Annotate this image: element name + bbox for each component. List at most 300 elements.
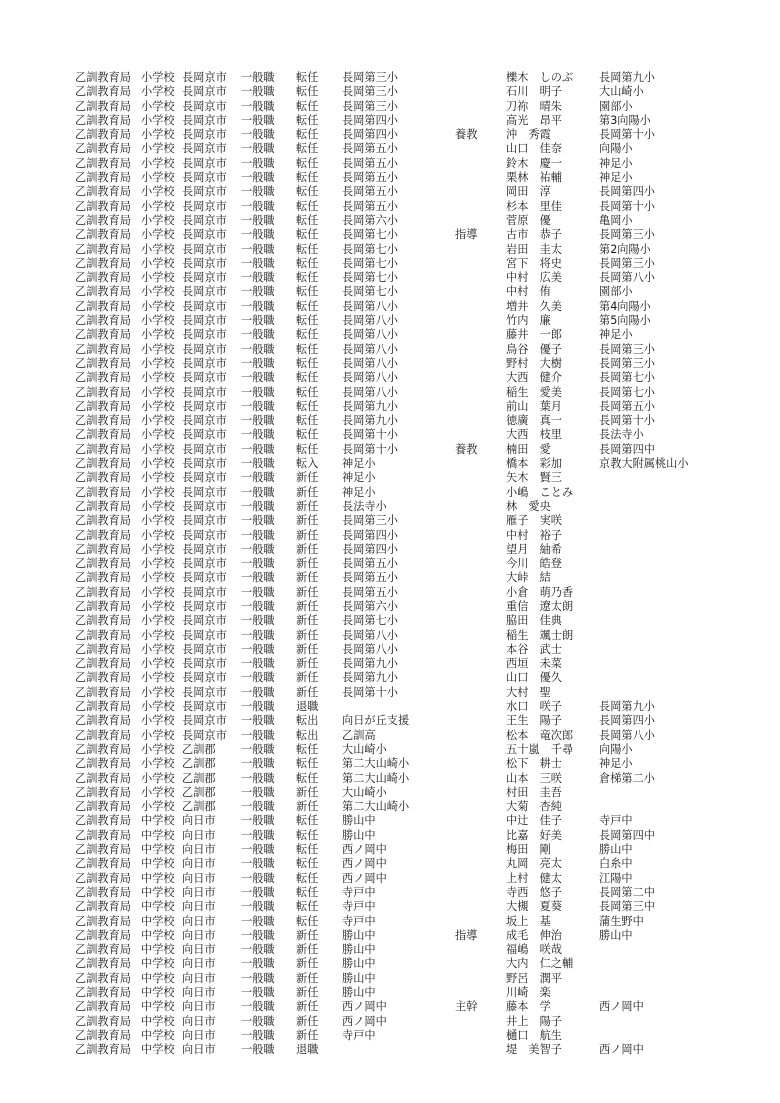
board-cell: 乙訓教育局 [75, 356, 131, 370]
previous-school-cell: 長法寺小 [599, 428, 644, 442]
person-name-cell: 古市 恭子 [506, 228, 562, 242]
transfer-type-cell: 新任 [296, 1014, 319, 1028]
school-level-cell: 小学校 [141, 671, 175, 685]
destination-cell: 長岡第八小 [342, 342, 398, 356]
person-name-cell: 大菊 杏純 [506, 800, 562, 814]
destination-cell: 長岡第八小 [342, 356, 398, 370]
job-type-cell: 一般職 [241, 1043, 275, 1057]
person-name-cell: 松下 耕士 [506, 757, 562, 771]
previous-school-cell: 園部小 [599, 99, 633, 113]
destination-cell: 長岡第五小 [342, 557, 398, 571]
school-level-cell: 小学校 [141, 471, 175, 485]
destination-cell: 第二大山崎小 [342, 757, 410, 771]
school-level-cell: 小学校 [141, 571, 175, 585]
previous-school-cell: 京教大附属桃山小 [599, 457, 689, 471]
destination-cell: 乙訓高 [342, 728, 376, 742]
person-name-cell: 中村 裕子 [506, 528, 562, 542]
destination-cell: 勝山中 [342, 957, 376, 971]
transfer-type-cell: 転任 [296, 128, 319, 142]
destination-cell: 長岡第三小 [342, 71, 398, 84]
person-name-cell: 増井 久美 [506, 299, 562, 313]
previous-school-cell: 西ノ岡中 [599, 1043, 644, 1057]
transfer-type-cell: 転任 [296, 757, 319, 771]
previous-school-cell: 江陽中 [599, 871, 633, 885]
city-cell: 向日市 [182, 1043, 216, 1057]
destination-cell: 長岡第九小 [342, 671, 398, 685]
transfer-type-cell: 転出 [296, 728, 319, 742]
city-cell: 長岡京市 [182, 342, 227, 356]
person-name-cell: 杉本 里佳 [506, 199, 562, 213]
previous-school-cell: 園部小 [599, 285, 633, 299]
city-cell: 長岡京市 [182, 685, 227, 699]
transfer-type-cell: 新任 [296, 485, 319, 499]
job-type-cell: 一般職 [241, 185, 275, 199]
city-cell: 長岡京市 [182, 128, 227, 142]
city-cell: 長岡京市 [182, 628, 227, 642]
school-level-cell: 小学校 [141, 528, 175, 542]
previous-school-cell: 倉梯第二小 [599, 771, 655, 785]
job-type-cell: 一般職 [241, 514, 275, 528]
job-type-cell: 一般職 [241, 71, 275, 84]
school-level-cell: 小学校 [141, 271, 175, 285]
city-cell: 長岡京市 [182, 213, 227, 227]
school-level-cell: 小学校 [141, 99, 175, 113]
destination-cell: 西ノ岡中 [342, 871, 387, 885]
person-name-cell: 大西 健介 [506, 371, 562, 385]
destination-cell: 第二大山崎小 [342, 800, 410, 814]
school-level-cell: 小学校 [141, 728, 175, 742]
job-type-cell: 一般職 [241, 642, 275, 656]
school-level-cell: 小学校 [141, 113, 175, 127]
person-name-cell: 成毛 伸治 [506, 928, 562, 942]
school-level-cell: 小学校 [141, 213, 175, 227]
destination-cell: 長岡第三小 [342, 99, 398, 113]
previous-school-cell: 長岡第二中 [599, 885, 655, 899]
board-cell: 乙訓教育局 [75, 314, 131, 328]
person-name-cell: 小倉 萌乃香 [506, 585, 574, 599]
school-level-cell: 小学校 [141, 714, 175, 728]
city-cell: 向日市 [182, 1000, 216, 1014]
transfer-type-cell: 転任 [296, 314, 319, 328]
school-level-cell: 中学校 [141, 1028, 175, 1042]
job-type-cell: 一般職 [241, 843, 275, 857]
board-cell: 乙訓教育局 [75, 1028, 131, 1042]
board-cell: 乙訓教育局 [75, 85, 131, 99]
destination-cell: 長岡第八小 [342, 328, 398, 342]
destination-cell: 西ノ岡中 [342, 857, 387, 871]
board-cell: 乙訓教育局 [75, 156, 131, 170]
city-cell: 向日市 [182, 885, 216, 899]
job-type-cell: 一般職 [241, 971, 275, 985]
board-cell: 乙訓教育局 [75, 742, 131, 756]
board-cell: 乙訓教育局 [75, 542, 131, 556]
school-level-cell: 中学校 [141, 814, 175, 828]
school-level-cell: 小学校 [141, 299, 175, 313]
person-name-cell: 山本 三咲 [506, 771, 562, 785]
school-level-cell: 小学校 [141, 71, 175, 84]
transfer-type-cell: 新任 [296, 1028, 319, 1042]
person-name-cell: 上村 健太 [506, 871, 562, 885]
job-type-cell: 一般職 [241, 399, 275, 413]
board-cell: 乙訓教育局 [75, 599, 131, 613]
destination-cell: 長岡第十小 [342, 685, 398, 699]
transfer-type-cell: 退職 [296, 700, 319, 714]
person-name-cell: 岡田 淳 [506, 185, 551, 199]
person-name-cell: 竹内 廉 [506, 314, 551, 328]
role-cell: 主幹 [455, 1000, 478, 1014]
transfer-type-cell: 転任 [296, 914, 319, 928]
role-cell: 養教 [455, 128, 478, 142]
previous-school-cell: 大山崎小 [599, 85, 644, 99]
city-cell: 向日市 [182, 928, 216, 942]
job-type-cell: 一般職 [241, 700, 275, 714]
board-cell: 乙訓教育局 [75, 399, 131, 413]
city-cell: 長岡京市 [182, 71, 227, 84]
school-level-cell: 中学校 [141, 1000, 175, 1014]
city-cell: 長岡京市 [182, 671, 227, 685]
transfer-type-cell: 転出 [296, 714, 319, 728]
previous-school-cell: 蒲生野中 [599, 914, 644, 928]
board-cell: 乙訓教育局 [75, 385, 131, 399]
transfer-type-cell: 転任 [296, 814, 319, 828]
job-type-cell: 一般職 [241, 113, 275, 127]
person-name-cell: 小嶋 ことみ [506, 485, 574, 499]
city-cell: 乙訓郡 [182, 771, 216, 785]
person-name-cell: 刀祢 晴朱 [506, 99, 562, 113]
destination-cell: 長岡第五小 [342, 171, 398, 185]
person-name-cell: 大村 聖 [506, 685, 551, 699]
board-cell: 乙訓教育局 [75, 414, 131, 428]
job-type-cell: 一般職 [241, 371, 275, 385]
previous-school-cell: 西ノ岡中 [599, 1000, 644, 1014]
school-level-cell: 小学校 [141, 171, 175, 185]
board-cell: 乙訓教育局 [75, 457, 131, 471]
person-name-cell: 中村 侑 [506, 285, 551, 299]
previous-school-cell: 長岡第十小 [599, 414, 655, 428]
previous-school-cell: 寺戸中 [599, 814, 633, 828]
school-level-cell: 小学校 [141, 428, 175, 442]
transfer-type-cell: 転任 [296, 228, 319, 242]
transfer-type-cell: 新任 [296, 642, 319, 656]
previous-school-cell: 長岡第十小 [599, 199, 655, 213]
transfer-type-cell: 転任 [296, 156, 319, 170]
board-cell: 乙訓教育局 [75, 914, 131, 928]
destination-cell: 長岡第四小 [342, 528, 398, 542]
school-level-cell: 中学校 [141, 900, 175, 914]
board-cell: 乙訓教育局 [75, 528, 131, 542]
board-cell: 乙訓教育局 [75, 871, 131, 885]
previous-school-cell: 神足小 [599, 757, 633, 771]
previous-school-cell: 長岡第八小 [599, 728, 655, 742]
school-level-cell: 中学校 [141, 971, 175, 985]
board-cell: 乙訓教育局 [75, 900, 131, 914]
board-cell: 乙訓教育局 [75, 1000, 131, 1014]
destination-cell: 長岡第七小 [342, 256, 398, 270]
city-cell: 長岡京市 [182, 356, 227, 370]
school-level-cell: 小学校 [141, 285, 175, 299]
city-cell: 向日市 [182, 943, 216, 957]
transfer-type-cell: 新任 [296, 971, 319, 985]
city-cell: 長岡京市 [182, 485, 227, 499]
school-level-cell: 小学校 [141, 657, 175, 671]
job-type-cell: 一般職 [241, 714, 275, 728]
city-cell: 長岡京市 [182, 428, 227, 442]
job-type-cell: 一般職 [241, 1014, 275, 1028]
school-level-cell: 小学校 [141, 328, 175, 342]
person-name-cell: 比嘉 好美 [506, 828, 562, 842]
school-level-cell: 小学校 [141, 685, 175, 699]
destination-cell: 勝山中 [342, 986, 376, 999]
person-name-cell: 藤本 学 [506, 1000, 551, 1014]
previous-school-cell: 第2向陽小 [599, 242, 651, 256]
school-level-cell: 中学校 [141, 885, 175, 899]
previous-school-cell: 長岡第七小 [599, 385, 655, 399]
transfer-type-cell: 新任 [296, 628, 319, 642]
board-cell: 乙訓教育局 [75, 771, 131, 785]
board-cell: 乙訓教育局 [75, 785, 131, 799]
board-cell: 乙訓教育局 [75, 242, 131, 256]
board-cell: 乙訓教育局 [75, 514, 131, 528]
board-cell: 乙訓教育局 [75, 99, 131, 113]
school-level-cell: 小学校 [141, 85, 175, 99]
board-cell: 乙訓教育局 [75, 728, 131, 742]
school-level-cell: 中学校 [141, 843, 175, 857]
city-cell: 長岡京市 [182, 328, 227, 342]
school-level-cell: 小学校 [141, 256, 175, 270]
city-cell: 長岡京市 [182, 514, 227, 528]
previous-school-cell: 第3向陽小 [599, 113, 651, 127]
board-cell: 乙訓教育局 [75, 557, 131, 571]
transfer-type-cell: 新任 [296, 528, 319, 542]
person-name-cell: 野呂 潤平 [506, 971, 562, 985]
city-cell: 長岡京市 [182, 542, 227, 556]
job-type-cell: 一般職 [241, 771, 275, 785]
board-cell: 乙訓教育局 [75, 342, 131, 356]
school-level-cell: 中学校 [141, 857, 175, 871]
destination-cell: 勝山中 [342, 943, 376, 957]
board-cell: 乙訓教育局 [75, 957, 131, 971]
destination-cell: 寺戸中 [342, 914, 376, 928]
previous-school-cell: 長岡第三小 [599, 342, 655, 356]
destination-cell: 長岡第十小 [342, 428, 398, 442]
transfer-type-cell: 転任 [296, 328, 319, 342]
city-cell: 乙訓郡 [182, 757, 216, 771]
school-level-cell: 小学校 [141, 342, 175, 356]
job-type-cell: 一般職 [241, 442, 275, 456]
destination-cell: 長岡第五小 [342, 185, 398, 199]
city-cell: 長岡京市 [182, 228, 227, 242]
person-name-cell: 福嶋 咲哉 [506, 943, 562, 957]
destination-cell: 長岡第四小 [342, 113, 398, 127]
destination-cell: 第二大山崎小 [342, 771, 410, 785]
city-cell: 長岡京市 [182, 242, 227, 256]
transfer-type-cell: 新任 [296, 671, 319, 685]
transfer-type-cell: 転任 [296, 843, 319, 857]
transfer-type-cell: 転入 [296, 457, 319, 471]
previous-school-cell: 白糸中 [599, 857, 633, 871]
job-type-cell: 一般職 [241, 314, 275, 328]
school-level-cell: 小学校 [141, 142, 175, 156]
previous-school-cell: 長岡第三小 [599, 256, 655, 270]
school-level-cell: 中学校 [141, 871, 175, 885]
destination-cell: 長岡第四小 [342, 542, 398, 556]
job-type-cell: 一般職 [241, 957, 275, 971]
previous-school-cell: 長岡第五小 [599, 399, 655, 413]
city-cell: 向日市 [182, 900, 216, 914]
transfer-type-cell: 転任 [296, 885, 319, 899]
school-level-cell: 小学校 [141, 356, 175, 370]
job-type-cell: 一般職 [241, 457, 275, 471]
transfer-type-cell: 退職 [296, 1043, 319, 1057]
school-level-cell: 中学校 [141, 957, 175, 971]
board-cell: 乙訓教育局 [75, 113, 131, 127]
school-level-cell: 小学校 [141, 700, 175, 714]
destination-cell: 神足小 [342, 471, 376, 485]
board-cell: 乙訓教育局 [75, 271, 131, 285]
transfer-type-cell: 転任 [296, 442, 319, 456]
city-cell: 長岡京市 [182, 599, 227, 613]
school-level-cell: 小学校 [141, 485, 175, 499]
transfer-type-cell: 転任 [296, 256, 319, 270]
city-cell: 長岡京市 [182, 156, 227, 170]
city-cell: 乙訓郡 [182, 742, 216, 756]
city-cell: 長岡京市 [182, 399, 227, 413]
transfer-type-cell: 転任 [296, 356, 319, 370]
destination-cell: 西ノ岡中 [342, 843, 387, 857]
previous-school-cell: 神足小 [599, 171, 633, 185]
board-cell: 乙訓教育局 [75, 171, 131, 185]
city-cell: 向日市 [182, 914, 216, 928]
city-cell: 長岡京市 [182, 528, 227, 542]
city-cell: 向日市 [182, 871, 216, 885]
person-name-cell: 西垣 未菜 [506, 657, 562, 671]
board-cell: 乙訓教育局 [75, 299, 131, 313]
transfer-type-cell: 新任 [296, 685, 319, 699]
person-name-cell: 稲生 愛美 [506, 385, 562, 399]
transfer-type-cell: 転任 [296, 399, 319, 413]
transfer-type-cell: 新任 [296, 1000, 319, 1014]
school-level-cell: 中学校 [141, 828, 175, 842]
city-cell: 長岡京市 [182, 557, 227, 571]
destination-cell: 長岡第七小 [342, 285, 398, 299]
previous-school-cell: 長岡第十小 [599, 128, 655, 142]
city-cell: 向日市 [182, 843, 216, 857]
city-cell: 長岡京市 [182, 585, 227, 599]
destination-cell: 長岡第三小 [342, 85, 398, 99]
transfer-type-cell: 転任 [296, 828, 319, 842]
city-cell: 乙訓郡 [182, 785, 216, 799]
destination-cell: 長岡第八小 [342, 299, 398, 313]
job-type-cell: 一般職 [241, 671, 275, 685]
school-level-cell: 小学校 [141, 457, 175, 471]
school-level-cell: 小学校 [141, 314, 175, 328]
city-cell: 長岡京市 [182, 442, 227, 456]
transfer-type-cell: 新任 [296, 957, 319, 971]
destination-cell: 長岡第五小 [342, 142, 398, 156]
school-level-cell: 小学校 [141, 514, 175, 528]
person-name-cell: 脇田 佳典 [506, 614, 562, 628]
destination-cell: 勝山中 [342, 814, 376, 828]
board-cell: 乙訓教育局 [75, 700, 131, 714]
previous-school-cell: 長岡第九小 [599, 71, 655, 84]
school-level-cell: 小学校 [141, 599, 175, 613]
board-cell: 乙訓教育局 [75, 71, 131, 84]
destination-cell: 長岡第五小 [342, 585, 398, 599]
person-name-cell: 雁子 実咲 [506, 514, 562, 528]
person-name-cell: 栗林 祐輔 [506, 171, 562, 185]
board-cell: 乙訓教育局 [75, 671, 131, 685]
city-cell: 長岡京市 [182, 457, 227, 471]
board-cell: 乙訓教育局 [75, 285, 131, 299]
job-type-cell: 一般職 [241, 857, 275, 871]
job-type-cell: 一般職 [241, 213, 275, 227]
board-cell: 乙訓教育局 [75, 442, 131, 456]
previous-school-cell: 長岡第七小 [599, 371, 655, 385]
transfer-type-cell: 転任 [296, 771, 319, 785]
destination-cell: 長岡第七小 [342, 271, 398, 285]
person-name-cell: 梅田 剛 [506, 843, 551, 857]
board-cell: 乙訓教育局 [75, 485, 131, 499]
previous-school-cell: 第5向陽小 [599, 314, 651, 328]
city-cell: 長岡京市 [182, 271, 227, 285]
transfer-type-cell: 新任 [296, 986, 319, 999]
job-type-cell: 一般職 [241, 385, 275, 399]
person-name-cell: 稲生 颯士朗 [506, 628, 574, 642]
board-cell: 乙訓教育局 [75, 371, 131, 385]
transfer-type-cell: 転任 [296, 285, 319, 299]
job-type-cell: 一般職 [241, 199, 275, 213]
school-level-cell: 小学校 [141, 185, 175, 199]
transfer-type-cell: 新任 [296, 928, 319, 942]
school-level-cell: 中学校 [141, 986, 175, 999]
job-type-cell: 一般職 [241, 785, 275, 799]
previous-school-cell: 長岡第九小 [599, 700, 655, 714]
city-cell: 向日市 [182, 971, 216, 985]
board-cell: 乙訓教育局 [75, 657, 131, 671]
board-cell: 乙訓教育局 [75, 256, 131, 270]
person-name-cell: 沖 秀霞 [506, 128, 551, 142]
city-cell: 長岡京市 [182, 171, 227, 185]
board-cell: 乙訓教育局 [75, 228, 131, 242]
board-cell: 乙訓教育局 [75, 857, 131, 871]
city-cell: 長岡京市 [182, 285, 227, 299]
school-level-cell: 小学校 [141, 757, 175, 771]
person-name-cell: 林 愛央 [506, 499, 551, 513]
transfer-type-cell: 新任 [296, 614, 319, 628]
transfer-type-cell: 転任 [296, 342, 319, 356]
destination-cell: 長岡第五小 [342, 571, 398, 585]
city-cell: 向日市 [182, 828, 216, 842]
city-cell: 長岡京市 [182, 85, 227, 99]
destination-cell: 寺戸中 [342, 885, 376, 899]
transfer-type-cell: 転任 [296, 242, 319, 256]
city-cell: 長岡京市 [182, 299, 227, 313]
board-cell: 乙訓教育局 [75, 971, 131, 985]
job-type-cell: 一般職 [241, 685, 275, 699]
person-name-cell: 中辻 佳子 [506, 814, 562, 828]
previous-school-cell: 長岡第三中 [599, 900, 655, 914]
person-name-cell: 中村 広美 [506, 271, 562, 285]
destination-cell: 長岡第八小 [342, 314, 398, 328]
job-type-cell: 一般職 [241, 900, 275, 914]
school-level-cell: 小学校 [141, 742, 175, 756]
school-level-cell: 小学校 [141, 642, 175, 656]
job-type-cell: 一般職 [241, 171, 275, 185]
job-type-cell: 一般職 [241, 499, 275, 513]
previous-school-cell: 神足小 [599, 156, 633, 170]
city-cell: 長岡京市 [182, 385, 227, 399]
person-name-cell: 大峠 結 [506, 571, 551, 585]
